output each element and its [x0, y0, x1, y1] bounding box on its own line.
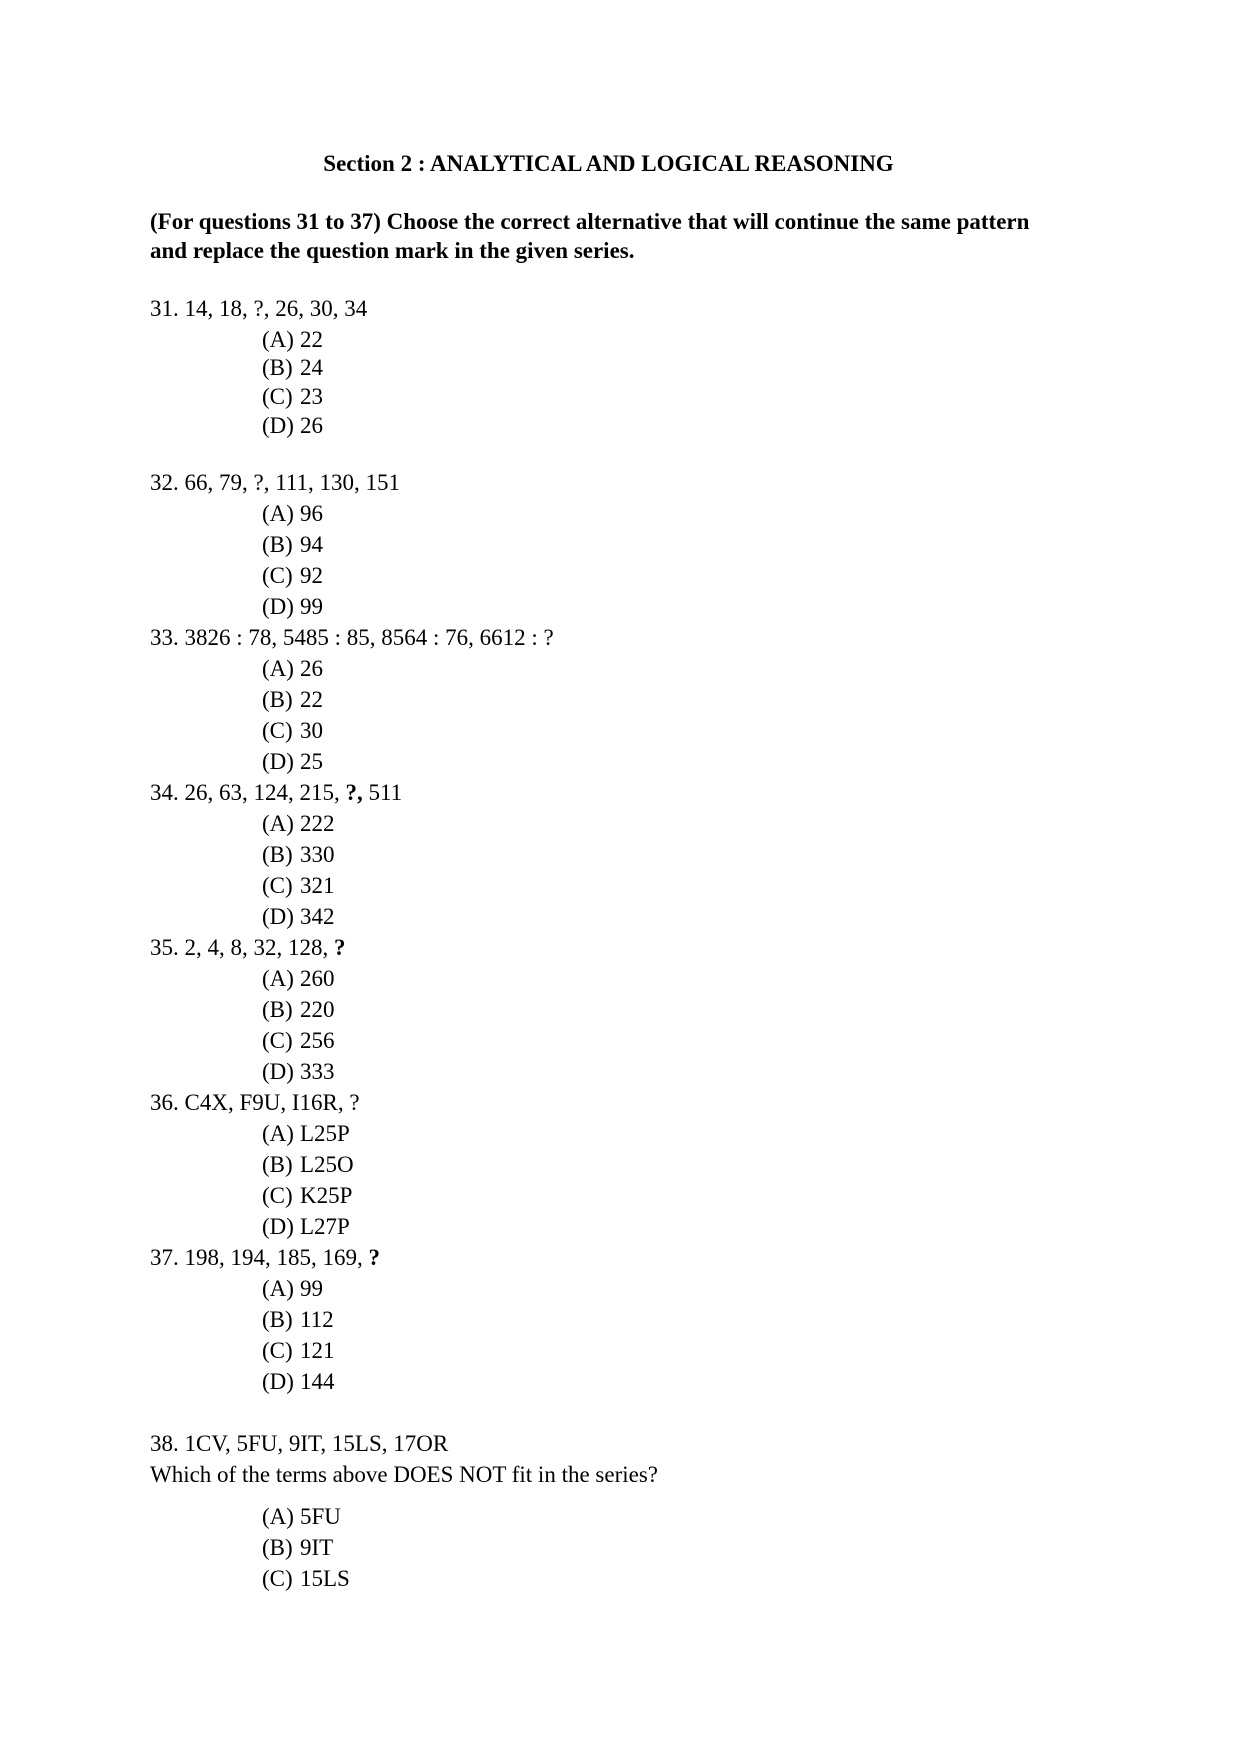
q31-option-a: (A) 22	[262, 327, 323, 352]
q35-option-c: (C) 256	[262, 1028, 335, 1053]
q33-option-a: (A) 26	[262, 656, 323, 681]
question-mark: ?,	[345, 780, 363, 805]
question-38-stem: 38. 1CV, 5FU, 9IT, 15LS, 17OR	[150, 1431, 449, 1456]
q31-option-c: (C) 23	[262, 384, 323, 409]
q31-option-d: (D) 26	[262, 413, 323, 438]
instructions-line-2: and replace the question mark in the given series.	[150, 238, 635, 263]
question-32-stem: 32. 66, 79, ?, 111, 130, 151	[150, 470, 401, 495]
q35-option-d: (D) 333	[262, 1059, 335, 1084]
section-title: Section 2 : ANALYTICAL AND LOGICAL REASONING	[323, 151, 894, 176]
q36-option-a: (A) L25P	[262, 1121, 350, 1146]
q37-option-a: (A) 99	[262, 1276, 323, 1301]
q33-option-c: (C) 30	[262, 718, 323, 743]
q32-option-a: (A) 96	[262, 501, 323, 526]
question-mark: ?	[368, 1245, 380, 1270]
q34-option-d: (D) 342	[262, 904, 335, 929]
q32-option-b: (B) 94	[262, 532, 323, 557]
question-35-stem: 35. 2, 4, 8, 32, 128, ?	[150, 935, 346, 960]
question-34-stem: 34. 26, 63, 124, 215, ?, 511	[150, 780, 403, 805]
question-38-subtext: Which of the terms above DOES NOT fit in the series?	[150, 1462, 658, 1487]
q32-option-d: (D) 99	[262, 594, 323, 619]
q33-option-b: (B) 22	[262, 687, 323, 712]
q37-option-c: (C) 121	[262, 1338, 335, 1363]
question-33-stem: 33. 3826 : 78, 5485 : 85, 8564 : 76, 6612 : ?	[150, 625, 554, 650]
question-36-stem: 36. C4X, F9U, I16R, ?	[150, 1090, 360, 1115]
question-mark: ?	[334, 935, 346, 960]
instructions-line-1: (For questions 31 to 37) Choose the correct alternative that will continue the same pattern	[150, 209, 1030, 234]
q38-option-b: (B) 9IT	[262, 1535, 334, 1560]
q36-option-c: (C) K25P	[262, 1183, 353, 1208]
q37-option-d: (D) 144	[262, 1369, 335, 1394]
q34-option-a: (A) 222	[262, 811, 335, 836]
q34-option-b: (B) 330	[262, 842, 335, 867]
q38-option-a: (A) 5FU	[262, 1504, 341, 1529]
q37-option-b: (B) 112	[262, 1307, 334, 1332]
q32-option-c: (C) 92	[262, 563, 323, 588]
question-37-stem: 37. 198, 194, 185, 169, ?	[150, 1245, 380, 1270]
q36-option-d: (D) L27P	[262, 1214, 350, 1239]
q31-option-b: (B) 24	[262, 355, 323, 380]
q38-option-c: (C) 15LS	[262, 1566, 350, 1591]
question-31-stem: 31. 14, 18, ?, 26, 30, 34	[150, 296, 368, 321]
q33-option-d: (D) 25	[262, 749, 323, 774]
q35-option-a: (A) 260	[262, 966, 335, 991]
q35-option-b: (B) 220	[262, 997, 335, 1022]
q36-option-b: (B) L25O	[262, 1152, 354, 1177]
q34-option-c: (C) 321	[262, 873, 335, 898]
